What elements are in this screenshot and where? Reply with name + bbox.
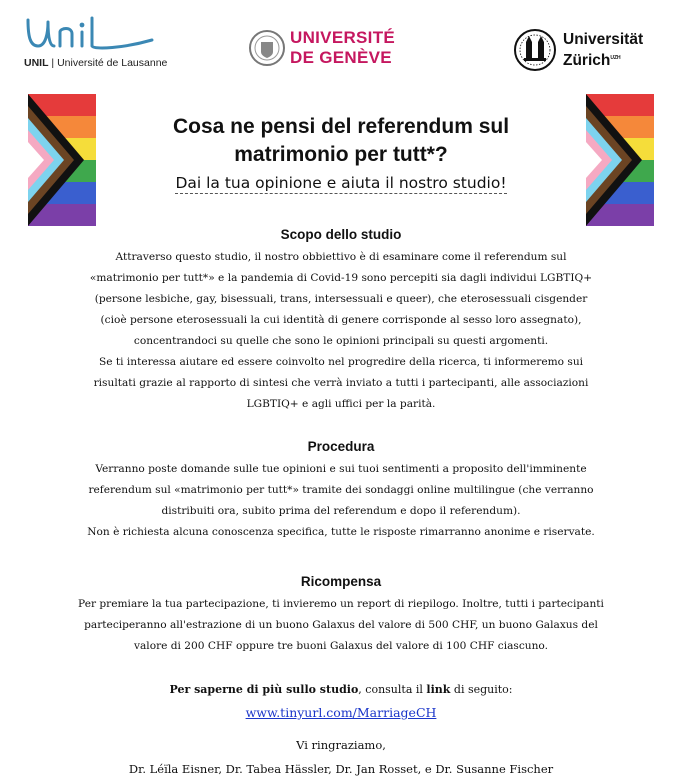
paragraph-line: distribuiti ora, subito prima del referendum e dopo il referendum). xyxy=(161,505,521,517)
paragraph-line: Per premiare la tua partecipazione, ti invieremo un report di riepilogo. Inoltre, tutti i partecipanti xyxy=(78,598,604,610)
unige-wordmark: UNIVERSITÉ DE GENÈVE xyxy=(290,28,396,67)
paragraph-line: (cioè persone eterosessuali la cui identità di genere corrisponde al sesso loro assegnato), xyxy=(100,314,582,326)
more-info-section xyxy=(40,679,642,721)
paragraph-line: valore di 200 CHF oppure tre buoni Galaxus del valore di 100 CHF ciascuno. xyxy=(134,640,548,652)
signatures-text: Dr. Léïla Eisner, Dr. Tabea Hässler, Dr. Jan Rosset, e Dr. Susanne Fischer xyxy=(128,762,554,776)
scope-body xyxy=(40,247,642,415)
paragraph-line: Non è richiesta alcuna conoscenza specifica, tutte le risposte rimarranno anonime e riservate. xyxy=(87,526,595,538)
reward-heading: Ricompensa xyxy=(300,574,382,589)
more-info-tail: di seguito: xyxy=(450,683,513,696)
study-link[interactable]: www.tinyurl.com/MarriageCH xyxy=(245,705,437,720)
paragraph-line: «matrimonio per tutt*» e la pandemia di Covid-19 sono percepiti sia dagli individui LGBTIQ+ xyxy=(89,272,593,284)
progress-flag-left-icon xyxy=(28,94,96,226)
unil-logo xyxy=(24,14,184,74)
scope-heading: Scopo dello studio xyxy=(280,227,402,242)
uzh-seal-icon xyxy=(513,26,557,74)
progress-flag-right-icon xyxy=(586,94,654,226)
unige-logo xyxy=(248,26,398,76)
thanks-text: Vi ringraziamo, xyxy=(296,738,386,752)
paragraph-line: (persone lesbiche, gay, bisessuali, trans, intersessuali e queer), che eterosessuali cisgender xyxy=(94,293,588,305)
procedure-body xyxy=(40,459,642,543)
more-info-middle: , consulta il xyxy=(358,683,427,696)
uzh-logo xyxy=(513,26,663,80)
paragraph-line: concentrandoci su quelle che sono le opinioni principali su questi argomenti. xyxy=(133,335,549,347)
paragraph-line: parteciperanno all'estrazione di un buono Galaxus del valore di 500 CHF, un buono Galaxus del xyxy=(84,619,598,631)
reward-body xyxy=(40,594,642,657)
paragraph-line: Verranno poste domande sulle tue opinioni e sui tuoi sentimenti a proposito dell'imminente xyxy=(95,463,587,475)
reward-section xyxy=(40,574,642,657)
paragraph-line: Attraverso questo studio, il nostro obbiettivo è di esaminare come il referendum sul xyxy=(115,251,567,263)
logo-bar xyxy=(0,0,682,90)
unil-wordmark-icon xyxy=(24,14,154,56)
more-info-text xyxy=(40,679,642,700)
procedure-heading: Procedura xyxy=(307,439,375,454)
page-title: Cosa ne pensi del referendum sul matrimonio per tutt*? xyxy=(172,115,510,166)
unige-seal-icon xyxy=(248,26,286,70)
more-info-link-word: link xyxy=(426,683,451,696)
paragraph-line: LGBTIQ+ e agli uffici per la parità. xyxy=(246,398,436,410)
more-info-lead: Per saperne di più sullo studio xyxy=(169,683,359,696)
paragraph-line: Se ti interessa aiutare ed essere coinvolto nel progredire della ricerca, ti informeremo sui xyxy=(98,356,584,368)
page-subtitle: Dai la tua opinione e aiuta il nostro studio! xyxy=(175,174,507,192)
procedure-section xyxy=(40,439,642,543)
closing-section xyxy=(40,733,642,781)
uzh-wordmark: Universität Zürich$^{UZH}$ xyxy=(563,31,644,70)
scope-section xyxy=(40,227,642,415)
unil-caption: UNIL | Université de Lausanne xyxy=(24,57,168,69)
paragraph-line: referendum sul «matrimonio per tutt*» tramite dei sondaggi online multilingue (che verranno xyxy=(88,484,594,496)
paragraph-line: risultati grazie al rapporto di sintesi che verrà inviato a tutti i partecipanti, alle associazioni xyxy=(93,377,589,389)
